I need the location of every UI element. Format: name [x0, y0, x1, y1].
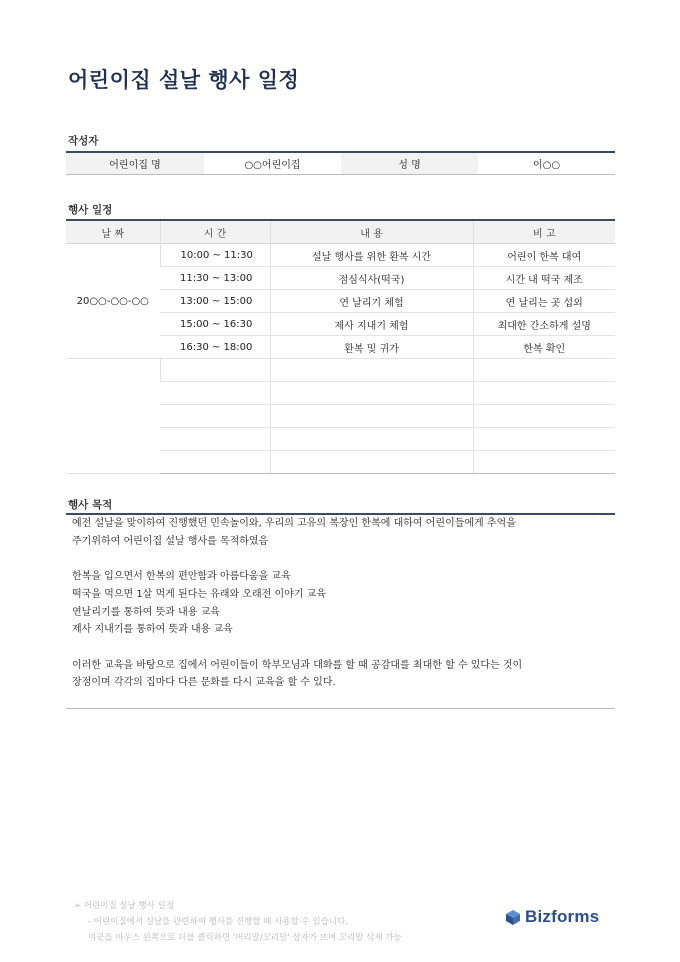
purpose-list-item: 제사 지내기를 통하여 뜻과 내용 교육 — [72, 624, 233, 636]
row-content: 점심식사(떡국) — [270, 267, 473, 290]
row-time: 11:30 ~ 13:00 — [160, 267, 270, 290]
row-note — [473, 405, 615, 428]
footer-title: ➢ 어린이집 설날 행사 일정 — [74, 901, 175, 911]
schedule-date: 20○○-○○-○○ — [66, 244, 160, 359]
row-content — [270, 382, 473, 405]
schedule-section-label: 행사 일정 — [68, 204, 113, 216]
purpose-bottom-rule — [66, 708, 615, 709]
row-content: 제사 지내기 체험 — [270, 313, 473, 336]
row-content — [270, 359, 473, 382]
header-time: 시 간 — [160, 221, 270, 244]
row-time — [160, 451, 270, 474]
page-footer[interactable] — [74, 898, 402, 946]
purpose-list-item: 연날리기를 통하여 뜻과 내용 교육 — [72, 606, 220, 618]
org-name-value: ○○어린이집 — [204, 153, 341, 175]
purpose-paragraph-line: 이러한 교육을 바탕으로 집에서 어린이들이 학부모님과 대화를 할 때 공감대를 최대한 할 수 있다는 것이 — [72, 659, 523, 671]
purpose-paragraph-line: 주기위하여 어린이집 설날 행사를 목적하였음 — [72, 535, 269, 547]
table-row — [66, 359, 615, 382]
row-content: 설날 행사를 위한 환복 시간 — [270, 244, 473, 267]
org-name-label: 어린이집 명 — [66, 153, 204, 175]
row-time: 13:00 ~ 15:00 — [160, 290, 270, 313]
row-time: 16:30 ~ 18:00 — [160, 336, 270, 359]
row-note — [473, 382, 615, 405]
purpose-body — [72, 515, 612, 692]
row-content — [270, 405, 473, 428]
author-table — [66, 153, 615, 175]
row-note: 시간 내 떡국 제조 — [473, 267, 615, 290]
row-note: 최대한 간소하게 설명 — [473, 313, 615, 336]
row-note — [473, 428, 615, 451]
row-content: 환복 및 귀가 — [270, 336, 473, 359]
footer-hint: 이곳을 마우스 왼쪽으로 더블 클릭하면 '머리말/꼬리말' 상자가 뜨며 꼬리말 삭제 가능 — [88, 933, 402, 943]
row-time: 10:00 ~ 11:30 — [160, 244, 270, 267]
empty-date-cell — [66, 359, 160, 474]
row-note: 어린이 한복 대여 — [473, 244, 615, 267]
header-note: 비 고 — [473, 221, 615, 244]
row-note — [473, 359, 615, 382]
schedule-header-row — [66, 221, 615, 244]
row-time — [160, 359, 270, 382]
schedule-table — [66, 221, 615, 474]
bizforms-logo-icon — [504, 908, 522, 926]
author-row — [66, 153, 615, 175]
header-content: 내 용 — [270, 221, 473, 244]
purpose-list-item: 한복을 입으면서 한복의 편안함과 아름다움을 교육 — [72, 571, 291, 583]
page-title: 어린이집 설날 행사 일정 — [68, 68, 300, 92]
purpose-paragraph-line: 장점이며 각각의 집마다 다른 문화를 다시 교육을 할 수 있다. — [72, 677, 336, 689]
purpose-paragraph-line: 예전 설날을 맞이하여 진행했던 민속놀이와, 우리의 고유의 복장인 한복에 대하여 어린이들에게 추억을 — [72, 518, 516, 529]
bizforms-logo — [504, 907, 599, 927]
row-content: 연 날리기 체험 — [270, 290, 473, 313]
footer-description: - 어린이집에서 설날을 관련하여 행사를 진행할 때 사용할 수 있습니다. — [88, 917, 348, 927]
header-date: 날 짜 — [66, 221, 160, 244]
row-content — [270, 451, 473, 474]
row-time: 15:00 ~ 16:30 — [160, 313, 270, 336]
row-note: 연 날리는 곳 섭외 — [473, 290, 615, 313]
row-content — [270, 428, 473, 451]
row-time — [160, 405, 270, 428]
purpose-section-label: 행사 목적 — [68, 499, 113, 511]
author-name-value: 이○○ — [478, 153, 615, 175]
purpose-list-item: 떡국을 먹으면 1살 먹게 된다는 유래와 오래전 이야기 교육 — [72, 588, 326, 600]
bizforms-logo-text: Bizforms — [525, 907, 600, 926]
row-note: 한복 확인 — [473, 336, 615, 359]
table-row — [66, 244, 615, 267]
row-time — [160, 382, 270, 405]
row-time — [160, 428, 270, 451]
author-name-label: 성 명 — [341, 153, 478, 175]
author-section-label: 작성자 — [68, 135, 99, 147]
row-note — [473, 451, 615, 474]
